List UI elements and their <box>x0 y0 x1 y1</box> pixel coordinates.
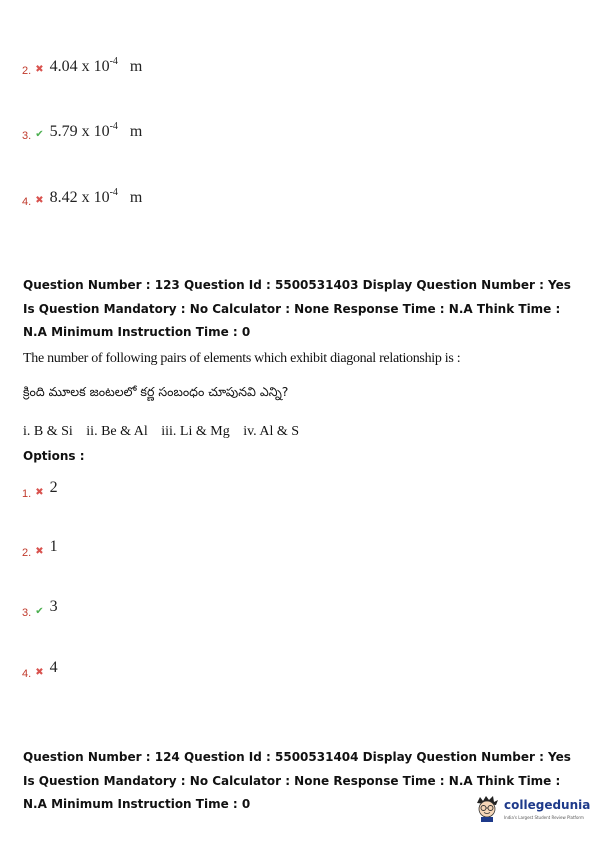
question-text-english: The number of following pairs of elements which exhibit diagonal relationship is : <box>23 351 461 366</box>
pair-item: ii. Be & Al <box>86 424 148 439</box>
option-value: 2 <box>49 479 58 496</box>
question-meta: Question Number : 124 Question Id : 5500531404 Display Question Number : Yes Is Question Mandatory : No Calculator : None Response Time : N.A Think Time : N.A Minimum Instruction Time : 0 <box>23 750 571 811</box>
option-number: 3. <box>22 607 32 619</box>
options-label: Options : <box>23 449 85 463</box>
option-number: 4. <box>22 196 32 208</box>
pair-item: i. B & Si <box>23 424 73 439</box>
option-2 <box>22 538 58 559</box>
option-number: 2. <box>22 547 32 559</box>
option-value: 4.04 x $10^{-4}$ m <box>49 56 143 75</box>
option-number: 4. <box>22 668 32 680</box>
question-meta: Question Number : 123 Question Id : 5500531403 Display Question Number : Yes Is Question Mandatory : No Calculator : None Response Time : N.A Think Time : N.A Minimum Instruction Time : 0 <box>23 278 571 339</box>
pair-item: iii. Li & Mg <box>161 424 230 439</box>
cross-icon: ✖ <box>35 195 44 206</box>
option-number: 3. <box>22 130 32 142</box>
cross-icon: ✖ <box>35 487 44 498</box>
collegedunia-logo <box>474 794 590 822</box>
option-value: 3 <box>49 598 58 615</box>
logo-name: collegedunia <box>504 798 591 812</box>
option-number: 2. <box>22 65 32 77</box>
question-text-telugu: క్రింది మూలక జంటలలో కర్ణ సంబంధం చూపునవి ఎన్ని? <box>23 384 289 399</box>
option-value: 4 <box>49 659 58 676</box>
option-4 <box>22 659 58 680</box>
cross-icon: ✖ <box>35 64 44 75</box>
prev-option-3 <box>22 121 142 142</box>
cross-icon: ✖ <box>35 667 44 678</box>
logo-tagline: India's Largest Student Review Platform <box>504 815 584 820</box>
option-number: 1. <box>22 488 32 500</box>
pair-item: iv. Al & S <box>243 424 300 439</box>
option-1 <box>22 479 58 500</box>
option-value: 8.42 x $10^{-4}$ m <box>49 187 143 206</box>
element-pairs <box>23 424 309 440</box>
prev-option-4 <box>22 187 142 208</box>
option-value: 1 <box>49 538 58 555</box>
mascot-icon <box>474 794 500 822</box>
check-icon: ✔ <box>35 606 44 617</box>
check-icon: ✔ <box>35 129 44 140</box>
option-3 <box>22 598 58 619</box>
cross-icon: ✖ <box>35 546 44 557</box>
prev-option-2 <box>22 56 142 77</box>
option-value: 5.79 x $10^{-4}$ m <box>49 121 143 140</box>
